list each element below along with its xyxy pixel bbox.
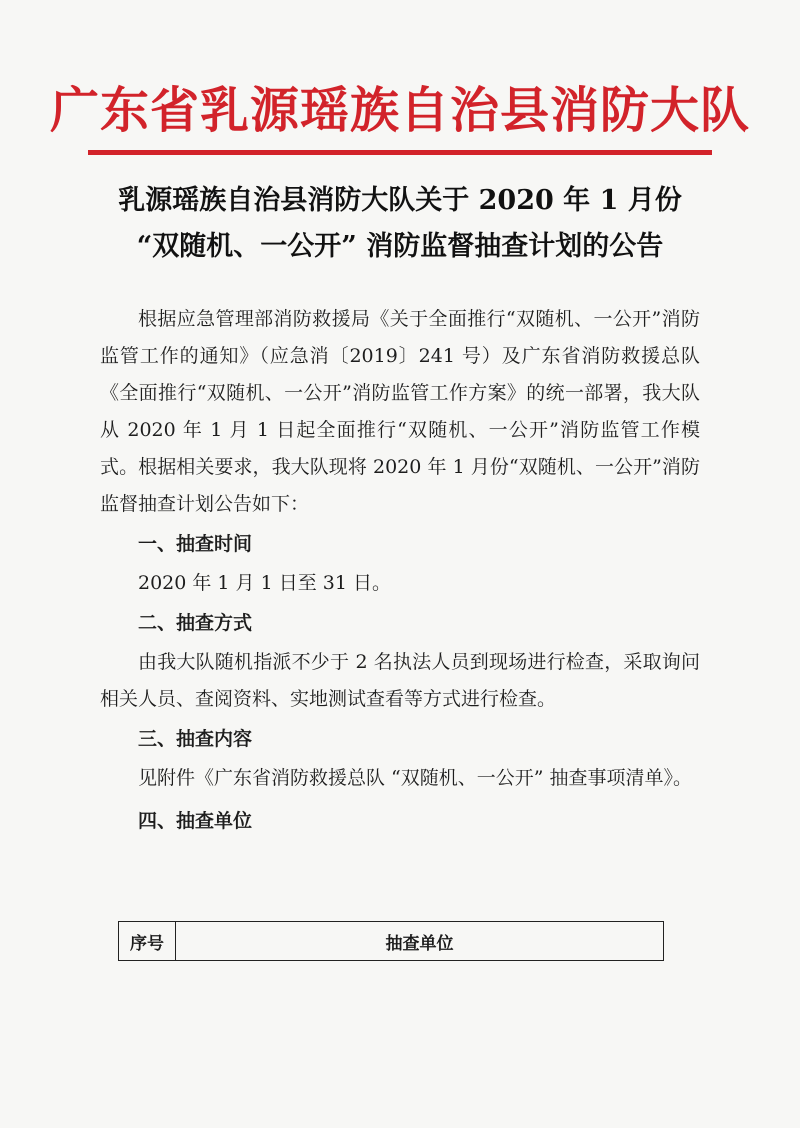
notice-body (100, 301, 700, 842)
table-header-seq: 序号 (119, 922, 176, 961)
section-heading-content: 三、抽查内容 (138, 728, 253, 750)
inspection-units-table (118, 921, 664, 961)
section-text-time: 2020 年 1 月 1 日至 31 日。 (138, 572, 391, 594)
letterhead-red-rule (88, 150, 712, 155)
section-text-content: 见附件《广东省消防救援总队 “双随机、一公开” 抽查事项清单》。 (138, 767, 693, 789)
intro-paragraph: 根据应急管理部消防救援局《关于全面推行“双随机、一公开”消防监管工作的通知》（应急消〔2019〕241 号）及广东省消防救援总队《全面推行“双随机、一公开”消防监管工作方案》的统一部署，我大队从 2020 年 1 月 1 日起全面推行“双随机、一公开”消防监管工作模式。根据相关要求，我大队现将 2020 年 1 月份“双随机、一公开”消防监督抽查计划公告如下： (100, 308, 700, 515)
letterhead-title: 广东省乳源瑶族自治县消防大队 (49, 81, 750, 139)
notice-title (60, 178, 740, 270)
table-header-unit: 抽查单位 (176, 922, 664, 961)
section-text-method: 由我大队随机指派不少于 2 名执法人员到现场进行检查，采取询问相关人员、查阅资料、实地测试查看等方式进行检查。 (100, 651, 700, 710)
notice-title-line-2: “双随机、一公开” 消防监督抽查计划的公告 (136, 231, 664, 262)
section-heading-units: 四、抽查单位 (138, 810, 253, 832)
notice-title-line-1: 乳源瑶族自治县消防大队关于 2020 年 1 月份 (118, 185, 682, 216)
section-heading-method: 二、抽查方式 (138, 612, 253, 634)
table-header-row (119, 922, 664, 961)
section-heading-time: 一、抽查时间 (138, 533, 253, 555)
